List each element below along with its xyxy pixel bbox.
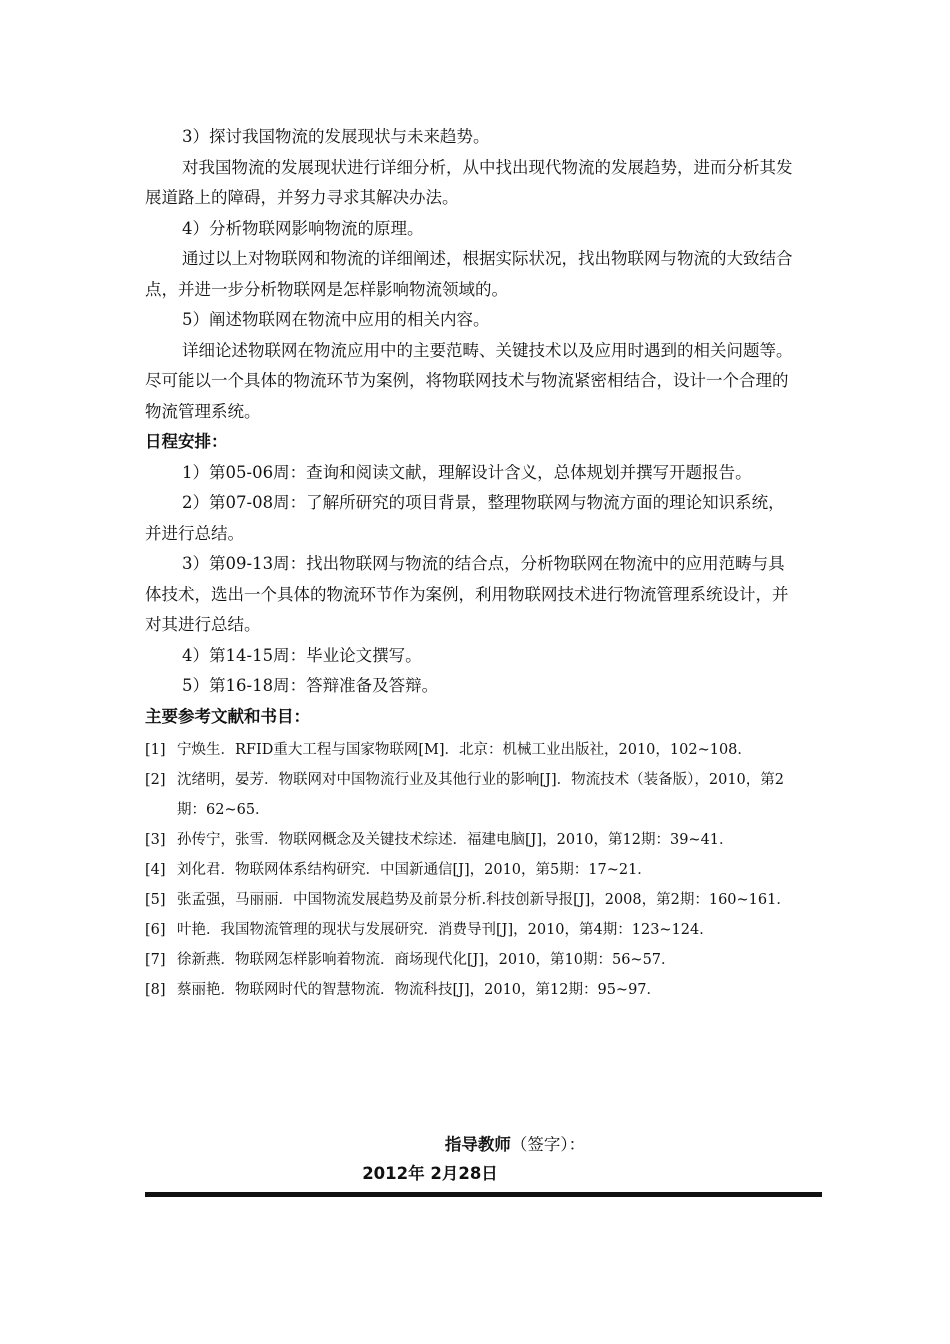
- reference-item: [145, 825, 800, 855]
- reference-item: [145, 945, 800, 975]
- reference-text: 张孟强，马丽丽．中国物流发展趋势及前景分析.科技创新导报[J]，2008，第2期：160~161．: [177, 892, 791, 908]
- reference-number: [3]: [145, 832, 166, 848]
- reference-number: [2]: [145, 772, 166, 788]
- reference-text: 蔡丽艳．物联网时代的智慧物流．物流科技[J]，2010，第12期：95~97．: [177, 982, 662, 998]
- signature-date: 2012年 2月28日: [362, 1164, 498, 1183]
- reference-text: 刘化君．物联网体系结构研究．中国新通信[J]，2010，第5期：17~21．: [177, 862, 652, 878]
- task-description-5: 详细论述物联网在物流应用中的主要范畴、关键技术以及应用时遇到的相关问题等。尽可能以一个具体的物流环节为案例，将物联网技术与物流紧密相结合，设计一个合理的物流管理系统。: [145, 340, 793, 421]
- reference-number: [6]: [145, 922, 166, 938]
- reference-number: [4]: [145, 862, 166, 878]
- reference-item: [145, 855, 800, 885]
- advisor-label: 指导教师: [444, 1135, 511, 1154]
- task-item-3: 3）探讨我国物流的发展现状与未来趋势。: [182, 127, 490, 146]
- task-description-4: 通过以上对物联网和物流的详细阐述，根据实际状况，找出物联网与物流的大致结合点，并进一步分析物联网是怎样影响物流领域的。: [145, 249, 793, 299]
- reference-text: 孙传宁，张雪．物联网概念及关键技术综述．福建电脑[J]，2010，第12期：39~41．: [177, 832, 734, 848]
- reference-text: 宁焕生．RFID重大工程与国家物联网[M]．北京：机械工业出版社，2010，102~108．: [177, 742, 752, 758]
- task-item-5: 5）阐述物联网在物流中应用的相关内容。: [182, 310, 490, 329]
- reference-number: [7]: [145, 952, 166, 968]
- task-description-3: 对我国物流的发展现状进行详细分析，从中找出现代物流的发展趋势，进而分析其发展道路上的障碍，并努力寻求其解决办法。: [145, 157, 793, 207]
- reference-list: [145, 735, 800, 1005]
- reference-item: [145, 885, 800, 915]
- task-item-4: 4）分析物联网影响物流的原理。: [182, 218, 424, 238]
- signature-suffix: （签字）：: [510, 1135, 586, 1154]
- reference-item: [145, 975, 800, 1005]
- reference-item: [145, 765, 800, 825]
- schedule-item: 3）第09-13周：找出物联网与物流的结合点，分析物联网在物流中的应用范畴与具体技术，选出一个具体的物流环节作为案例，利用物联网技术进行物流管理系统设计，并对其进行总结。: [145, 554, 789, 634]
- schedule-item: 2）第07-08周：了解所研究的项目背景，整理物联网与物流方面的理论知识系统，并进行总结。: [145, 493, 785, 543]
- schedule-heading: 日程安排：: [145, 432, 228, 451]
- schedule-item: 1）第05-06周：查询和阅读文献，理解设计含义，总体规划并撰写开题报告。: [182, 462, 752, 482]
- schedule-item: 5）第16-18周：答辩准备及答辩。: [182, 676, 439, 695]
- reference-item: [145, 915, 800, 945]
- reference-text: 沈绪明，晏芳．物联网对中国物流行业及其他行业的影响[J]．物流技术（装备版），2010，第2期：62~65．: [177, 772, 784, 818]
- reference-number: [1]: [145, 742, 166, 758]
- reference-text: 叶艳．我国物流管理的现状与发展研究．消费导刊[J]，2010，第4期：123~124．: [177, 922, 714, 938]
- schedule-item: 4）第14-15周：毕业论文撰写。: [182, 645, 422, 665]
- bottom-divider: [145, 1192, 822, 1197]
- reference-number: [8]: [145, 982, 166, 998]
- reference-text: 徐新燕．物联网怎样影响着物流．商场现代化[J]，2010，第10期：56~57．: [177, 952, 676, 968]
- reference-item: [145, 735, 800, 765]
- document-body: [145, 122, 800, 1005]
- signature-block: [0, 1130, 950, 1188]
- references-heading: 主要参考文献和书目：: [145, 706, 310, 726]
- signature-line: [0, 1130, 950, 1160]
- reference-number: [5]: [145, 892, 166, 908]
